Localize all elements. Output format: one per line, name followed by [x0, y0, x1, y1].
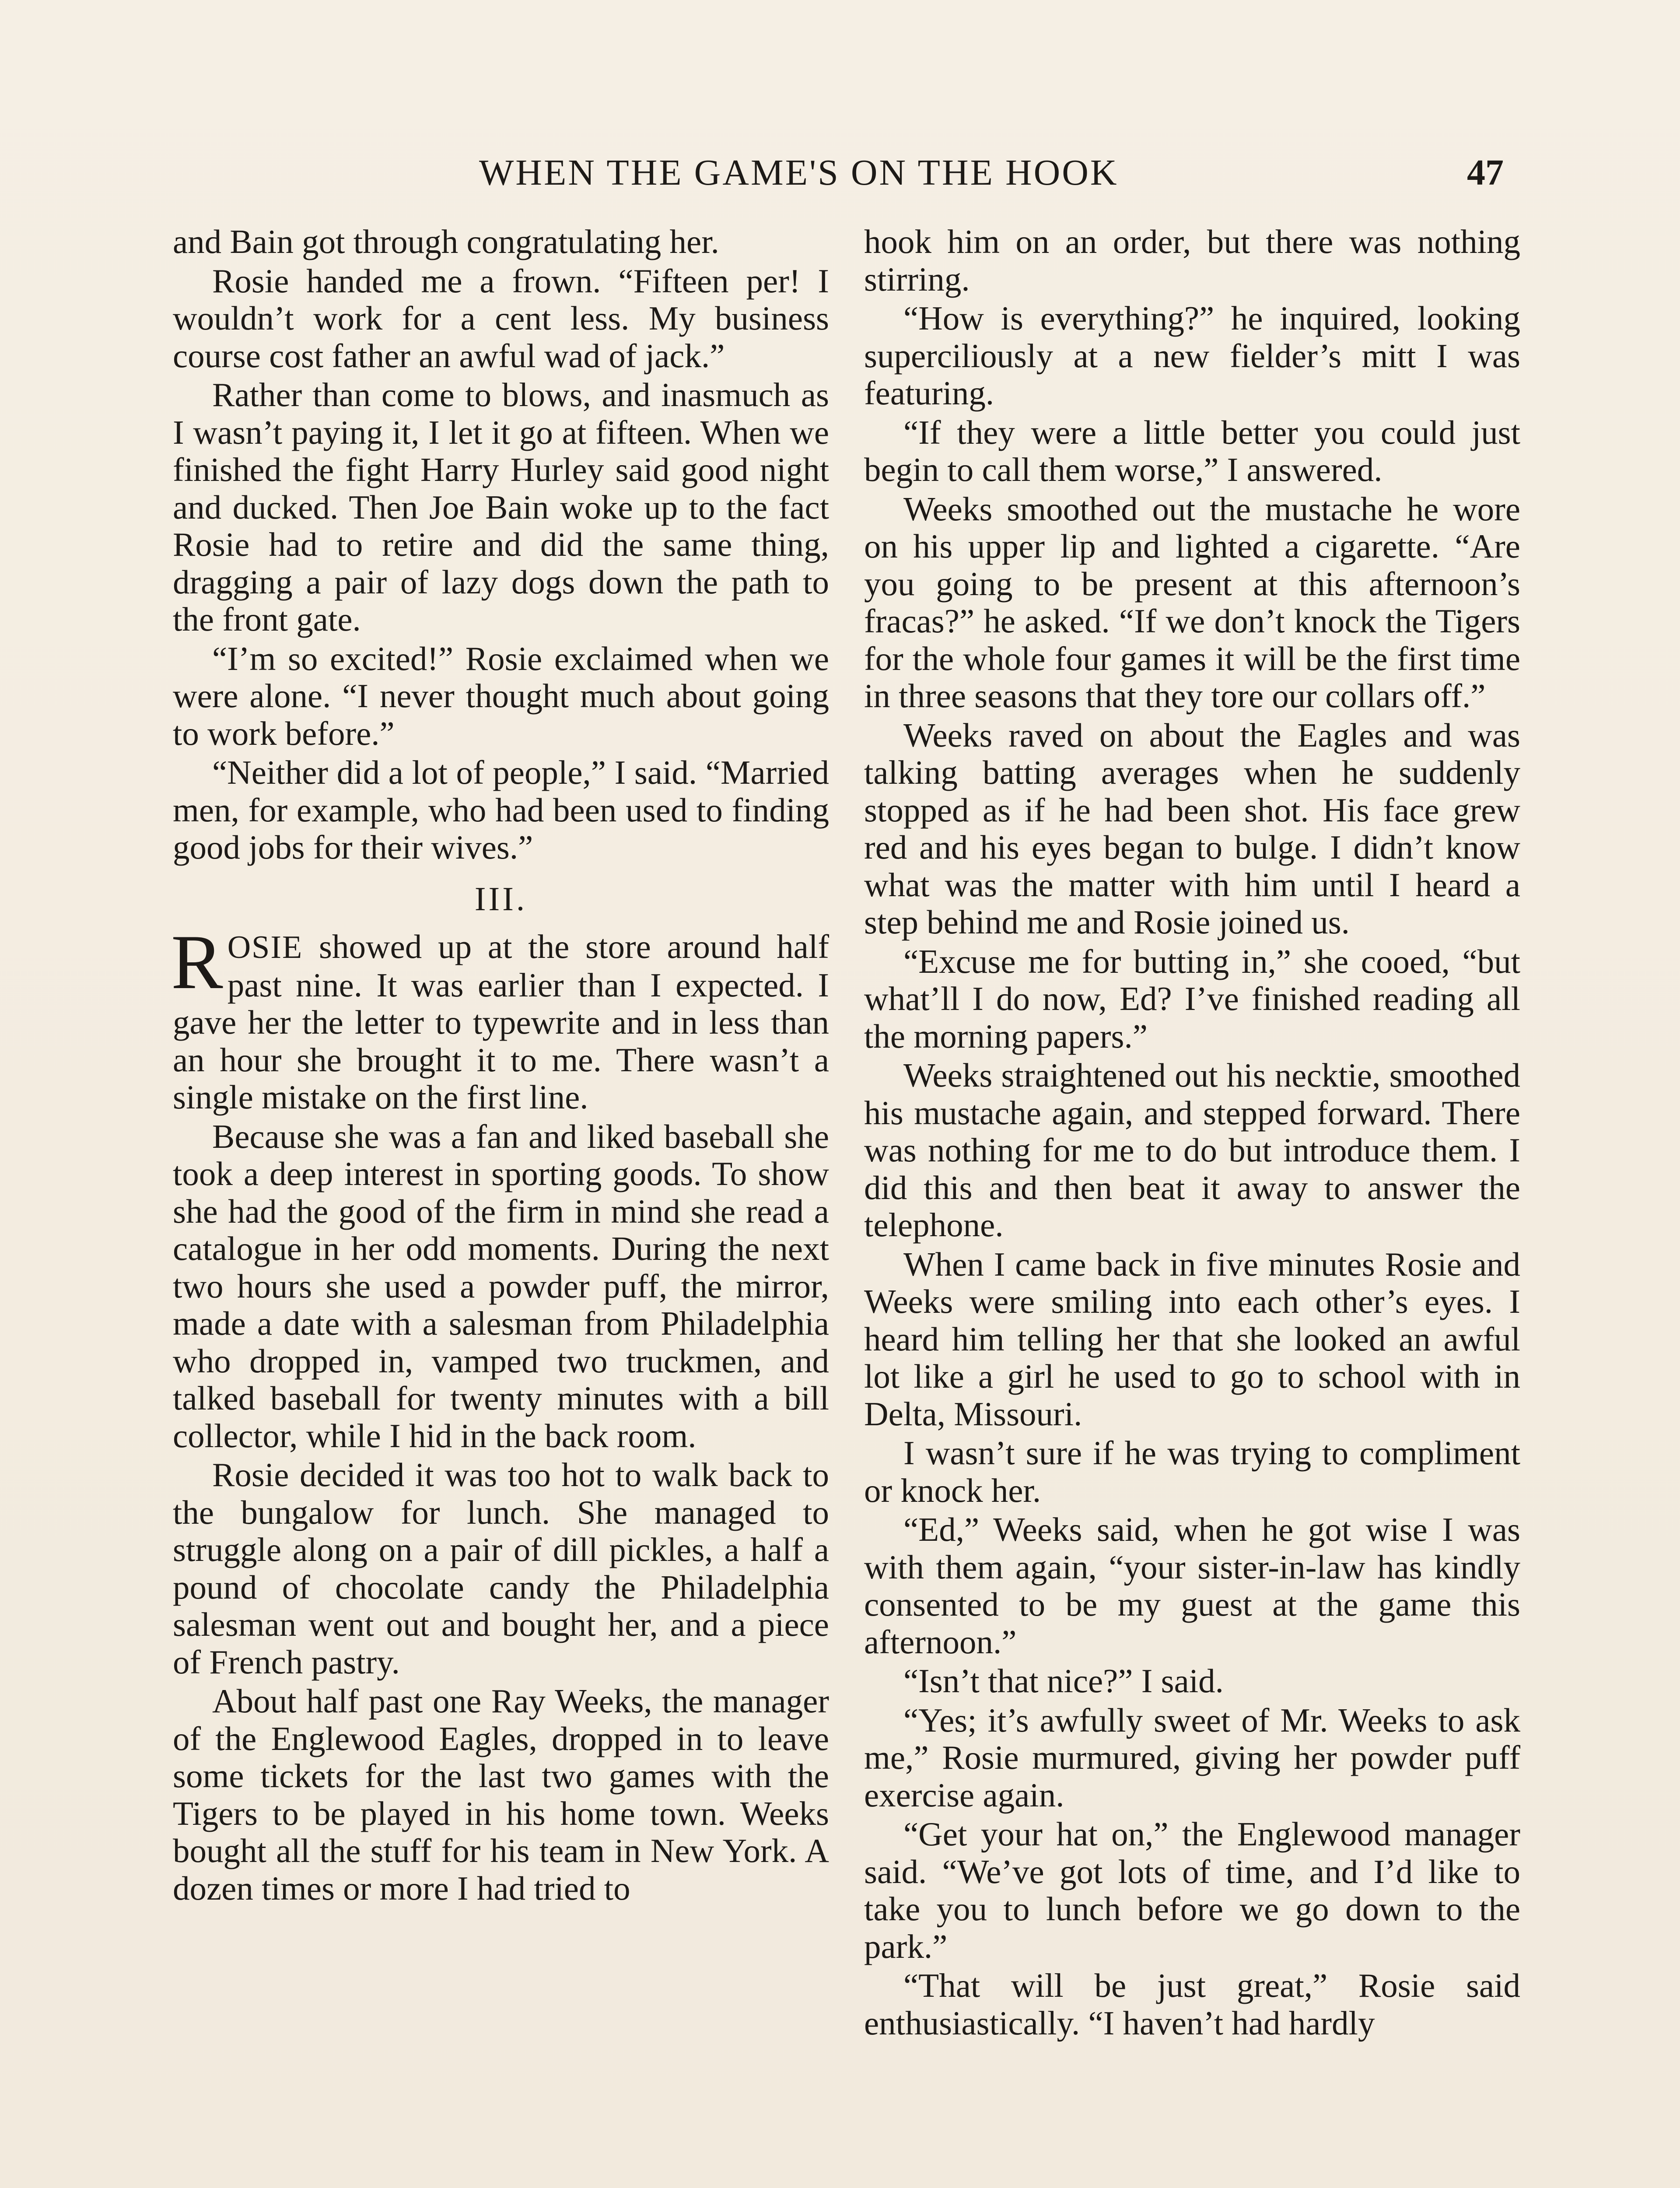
- paragraph: Weeks smoothed out the mustache he wore on his upper lip and lighted a cigarette. “Are you going to be present at this afternoon’s fracas?” he asked. “If we don’t knock the Tigers for the whole four games it will be the first time in three seasons that they tore our collars off.”: [864, 490, 1520, 715]
- paragraph: “Yes; it’s awfully sweet of Mr. Weeks to ask me,” Rosie murmured, giving her powder puff exercise again.: [864, 1701, 1520, 1814]
- paragraph: “Neither did a lot of people,” I said. “Married men, for example, who had been used to finding good jobs for their wives.”: [173, 754, 829, 866]
- paragraph: When I came back in five minutes Rosie and Weeks were smiling into each other’s eyes. I heard him telling her that she looked an awful lot like a girl he used to go to school with in Delta, Missouri.: [864, 1245, 1520, 1433]
- page-number: 47: [1467, 152, 1504, 193]
- paragraph: “Isn’t that nice?” I said.: [903, 1662, 1224, 1700]
- paragraph: “Get your hat on,” the Englewood manager said. “We’ve got lots of time, and I’d like to take you to lunch before we go down to the park.”: [864, 1815, 1520, 1965]
- paragraph: hook him on an order, but there was nothing stirring.: [864, 223, 1520, 298]
- opening-paragraph-text: showed up at the store around half past nine. It was earlier than I expected. I gave her the letter to typewrite and in less than an hour she brought it to me. There wasn’t a single mistake on the first line.: [173, 928, 829, 1116]
- paragraph: “If they were a little better you could just begin to call them worse,” I answered.: [864, 413, 1520, 488]
- running-title: WHEN THE GAME'S ON THE HOOK: [479, 152, 1119, 193]
- running-head: [0, 149, 1680, 197]
- paragraph: Rather than come to blows, and inasmuch as I wasn’t paying it, I let it go at fifteen. When we finished the fight Harry Hurley said good night and ducked. Then Joe Bain woke up to the fact Rosie had to retire and did the same thing, dragging a pair of lazy dogs down the path to the front gate.: [173, 376, 829, 638]
- opening-word: OSIE: [227, 929, 303, 965]
- section-number: III.: [474, 880, 528, 918]
- paragraph: I wasn’t sure if he was trying to compliment or knock her.: [864, 1434, 1520, 1509]
- paragraph: and Bain got through congratulating her.: [173, 223, 719, 260]
- opening-paragraph: [171, 919, 829, 1116]
- paragraph: Rosie decided it was too hot to walk back to the bungalow for lunch. She managed to struggle along on a pair of dill pickles, a half a pound of chocolate candy the Philadelphia salesman went out and bought her, and a piece of French pastry.: [173, 1456, 829, 1681]
- paragraph: “Excuse me for butting in,” she cooed, “but what’ll I do now, Ed? I’ve finished reading all the morning papers.”: [864, 942, 1520, 1055]
- paragraph: “How is everything?” he inquired, looking superciliously at a new fielder’s mitt I was featuring.: [864, 299, 1520, 412]
- right-column: [864, 223, 1520, 2044]
- paragraph: “I’m so excited!” Rosie exclaimed when we were alone. “I never thought much about going to work before.”: [173, 639, 829, 752]
- paragraph: “That will be just great,” Rosie said enthusiastically. “I haven’t had hardly: [864, 1967, 1520, 2042]
- drop-cap: R: [171, 919, 223, 1005]
- paragraph: About half past one Ray Weeks, the manager of the Englewood Eagles, dropped in to leave some tickets for the last two games with the Tigers to be played in his home town. Weeks bought all the stuff for his team in New York. A dozen times or more I had tried to: [173, 1682, 829, 1907]
- paragraph: Weeks raved on about the Eagles and was talking batting averages when he suddenly stopped as if he had been shot. His face grew red and his eyes began to bulge. I didn’t know what was the matter with him until I heard a step behind me and Rosie joined us.: [864, 716, 1520, 941]
- paragraph: Rosie handed me a frown. “Fifteen per! I wouldn’t work for a cent less. My business course cost father an awful wad of jack.”: [173, 262, 829, 375]
- paragraph: “Ed,” Weeks said, when he got wise I was with them again, “your sister-in-law has kindly consented to be my guest at the game this afternoon.”: [864, 1511, 1520, 1661]
- left-column: [173, 223, 829, 1909]
- paragraph: Weeks straightened out his necktie, smoothed his mustache again, and stepped forward. There was nothing for me to do but introduce them. I did this and then beat it away to answer the telephone.: [864, 1056, 1520, 1244]
- paragraph: Because she was a fan and liked baseball she took a deep interest in sporting goods. To show she had the good of the firm in mind she read a catalogue in her odd moments. During the next two hours she used a powder puff, the mirror, made a date with a salesman from Philadelphia who dropped in, vamped two truckmen, and talked baseball for twenty minutes with a bill collector, while I hid in the back room.: [173, 1117, 829, 1455]
